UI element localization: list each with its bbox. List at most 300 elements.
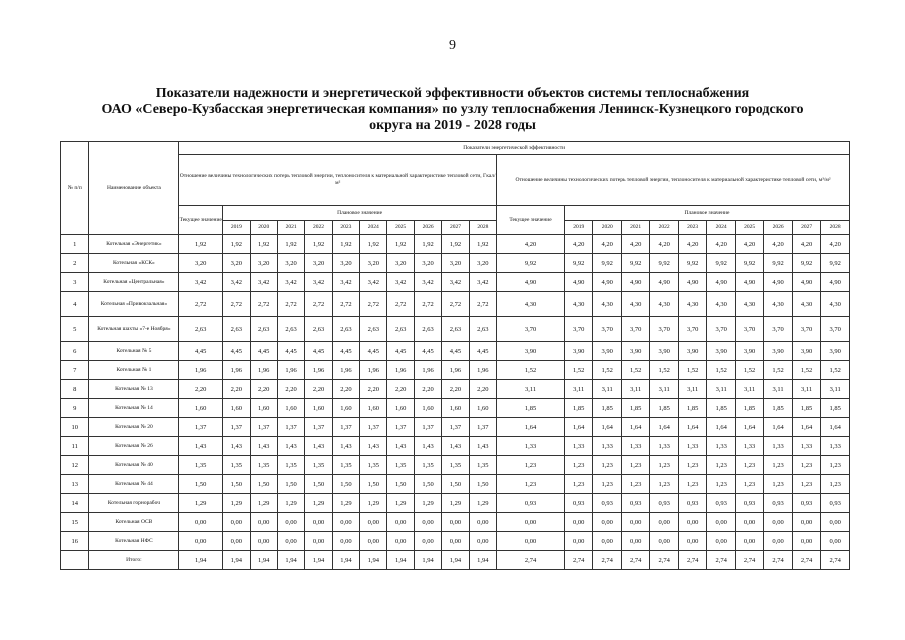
value-cell-b: 4,20: [650, 235, 678, 254]
value-cell-a: 1,29: [332, 494, 359, 513]
value-cell-b: 1,33: [650, 437, 678, 456]
value-cell-b: 1,23: [735, 456, 763, 475]
value-cell-b: 0,00: [497, 513, 565, 532]
value-cell-b: 4,30: [735, 292, 763, 317]
value-cell-a: 3,20: [223, 254, 250, 273]
value-cell-a: 0,00: [250, 513, 277, 532]
value-cell-a: 1,92: [332, 235, 359, 254]
value-cell-a: 1,60: [469, 399, 496, 418]
value-cell-b: 3,90: [621, 342, 649, 361]
value-cell-a: 1,96: [387, 361, 414, 380]
value-cell-a: 1,29: [442, 494, 469, 513]
value-cell-a: 1,37: [332, 418, 359, 437]
value-cell-b: 4,90: [593, 273, 621, 292]
value-cell-a: 0,00: [469, 513, 496, 532]
year-header-b: 2021: [621, 221, 649, 235]
value-cell-a: 2,20: [179, 380, 223, 399]
year-header-b: 2028: [821, 221, 850, 235]
value-cell-a: 4,45: [332, 342, 359, 361]
value-cell-b: 4,30: [593, 292, 621, 317]
value-cell-a: 2,72: [179, 292, 223, 317]
table-row: [61, 437, 850, 456]
value-cell-b: 1,23: [621, 456, 649, 475]
value-cell-b: 4,90: [678, 273, 706, 292]
value-cell-a: 1,50: [223, 475, 250, 494]
object-name: Котельная № 44: [89, 475, 179, 494]
value-cell-b: 1,52: [593, 361, 621, 380]
value-cell-a: 1,35: [332, 456, 359, 475]
value-cell-a: 4,45: [250, 342, 277, 361]
value-cell-b: 3,70: [792, 317, 820, 342]
value-cell-a: 0,00: [442, 513, 469, 532]
value-cell-b: 0,93: [497, 494, 565, 513]
row-number: 2: [61, 254, 89, 273]
value-cell-a: 3,20: [469, 254, 496, 273]
object-name: Котельная № 26: [89, 437, 179, 456]
value-cell-a: 1,35: [414, 456, 441, 475]
value-cell-b: 1,23: [821, 475, 850, 494]
value-cell-b: 1,85: [678, 399, 706, 418]
value-cell-a: 1,92: [360, 235, 387, 254]
value-cell-b: 1,33: [764, 437, 792, 456]
value-cell-b: 1,85: [707, 399, 735, 418]
value-cell-b: 0,93: [764, 494, 792, 513]
value-cell-a: 1,43: [332, 437, 359, 456]
value-cell-a: 1,35: [360, 456, 387, 475]
value-cell-b: 1,85: [764, 399, 792, 418]
value-cell-a: 1,60: [305, 399, 332, 418]
value-cell-a: 0,00: [305, 513, 332, 532]
value-cell-a: 2,20: [332, 380, 359, 399]
value-cell-b: 0,00: [764, 513, 792, 532]
value-cell-b: 4,20: [593, 235, 621, 254]
value-cell-a: 1,43: [414, 437, 441, 456]
object-name: Котельная «КСК»: [89, 254, 179, 273]
value-cell-a: 1,35: [442, 456, 469, 475]
value-cell-a: 2,20: [305, 380, 332, 399]
value-cell-a: 2,63: [179, 317, 223, 342]
row-number: 10: [61, 418, 89, 437]
value-cell-b: 4,90: [792, 273, 820, 292]
value-cell-a: 1,96: [305, 361, 332, 380]
value-cell-a: 1,60: [277, 399, 304, 418]
value-cell-b: 0,93: [593, 494, 621, 513]
total-row: [61, 551, 850, 570]
header-plan-b: Плановое значение: [564, 206, 849, 221]
page-number: 9: [449, 38, 456, 53]
value-cell-b: 0,00: [821, 513, 850, 532]
value-cell-b: 3,70: [650, 317, 678, 342]
value-cell-b: 0,93: [678, 494, 706, 513]
value-cell-a: 1,94: [277, 551, 304, 570]
value-cell-a: 1,92: [179, 235, 223, 254]
value-cell-b: 0,00: [735, 532, 763, 551]
value-cell-b: 1,23: [621, 475, 649, 494]
value-cell-a: 1,94: [332, 551, 359, 570]
value-cell-a: 1,35: [277, 456, 304, 475]
value-cell-a: 2,72: [223, 292, 250, 317]
year-header-b: 2026: [764, 221, 792, 235]
value-cell-a: 0,00: [250, 532, 277, 551]
value-cell-a: 0,00: [360, 532, 387, 551]
year-header-b: 2025: [735, 221, 763, 235]
value-cell-b: 1,52: [764, 361, 792, 380]
value-cell-a: 1,43: [305, 437, 332, 456]
value-cell-a: 2,20: [360, 380, 387, 399]
value-cell-b: 4,90: [497, 273, 565, 292]
value-cell-b: 3,11: [650, 380, 678, 399]
header-ratio-gcal: Отношение величины технологических потерь тепловой энергии, теплоносителя к материальной характеристике тепловой сети, Гкал/м²: [179, 155, 497, 206]
value-cell-b: 9,92: [792, 254, 820, 273]
value-cell-b: 1,85: [593, 399, 621, 418]
value-cell-a: 0,00: [332, 513, 359, 532]
value-cell-b: 0,00: [621, 513, 649, 532]
row-number: 16: [61, 532, 89, 551]
value-cell-a: 1,96: [360, 361, 387, 380]
value-cell-a: 3,42: [305, 273, 332, 292]
object-name: Котельная НФС: [89, 532, 179, 551]
value-cell-a: 1,37: [179, 418, 223, 437]
value-cell-b: 1,33: [497, 437, 565, 456]
value-cell-a: 1,92: [414, 235, 441, 254]
year-header-b: 2020: [593, 221, 621, 235]
value-cell-b: 1,23: [707, 456, 735, 475]
value-cell-b: 3,11: [621, 380, 649, 399]
value-cell-b: 9,92: [735, 254, 763, 273]
value-cell-a: 2,20: [223, 380, 250, 399]
value-cell-b: 1,52: [821, 361, 850, 380]
object-name: Котельная ОСВ: [89, 513, 179, 532]
value-cell-b: 4,90: [821, 273, 850, 292]
value-cell-a: 3,42: [414, 273, 441, 292]
year-header-a: 2020: [250, 221, 277, 235]
value-cell-b: 0,00: [821, 532, 850, 551]
year-header-a: 2025: [387, 221, 414, 235]
value-cell-b: 0,00: [707, 532, 735, 551]
value-cell-a: 3,20: [305, 254, 332, 273]
value-cell-b: 4,90: [621, 273, 649, 292]
value-cell-b: 0,00: [650, 513, 678, 532]
value-cell-a: 0,00: [277, 513, 304, 532]
value-cell-a: 2,63: [360, 317, 387, 342]
value-cell-b: 3,70: [821, 317, 850, 342]
value-cell-b: 1,33: [593, 437, 621, 456]
object-name: Котельная № 14: [89, 399, 179, 418]
object-name: Котельная «Привокзальная»: [89, 292, 179, 317]
value-cell-a: 3,42: [442, 273, 469, 292]
value-cell-b: 0,93: [735, 494, 763, 513]
value-cell-b: 1,33: [792, 437, 820, 456]
table-row: [61, 475, 850, 494]
value-cell-a: 1,50: [332, 475, 359, 494]
value-cell-a: 0,00: [179, 532, 223, 551]
value-cell-a: 3,42: [223, 273, 250, 292]
value-cell-a: 3,42: [332, 273, 359, 292]
value-cell-a: 0,00: [442, 532, 469, 551]
title-line-3: округа на 2019 - 2028 годы: [369, 118, 536, 133]
value-cell-b: 0,93: [707, 494, 735, 513]
value-cell-a: 1,50: [277, 475, 304, 494]
value-cell-b: 9,92: [821, 254, 850, 273]
value-cell-a: 1,94: [305, 551, 332, 570]
value-cell-a: 1,96: [469, 361, 496, 380]
value-cell-b: 1,64: [707, 418, 735, 437]
value-cell-a: 0,00: [387, 513, 414, 532]
header-plan-a: Плановое значение: [223, 206, 497, 221]
value-cell-b: 1,23: [764, 456, 792, 475]
value-cell-a: 1,29: [387, 494, 414, 513]
object-name: Котельная № 40: [89, 456, 179, 475]
row-number: 7: [61, 361, 89, 380]
value-cell-a: 2,72: [469, 292, 496, 317]
value-cell-b: 3,90: [650, 342, 678, 361]
value-cell-a: 2,72: [250, 292, 277, 317]
value-cell-b: 4,30: [678, 292, 706, 317]
value-cell-a: 4,45: [414, 342, 441, 361]
value-cell-a: 1,94: [414, 551, 441, 570]
value-cell-b: 0,93: [621, 494, 649, 513]
row-number: 3: [61, 273, 89, 292]
year-header-b: 2027: [792, 221, 820, 235]
value-cell-a: 4,45: [360, 342, 387, 361]
year-header-a: 2027: [442, 221, 469, 235]
value-cell-a: 1,94: [442, 551, 469, 570]
value-cell-b: 1,85: [564, 399, 592, 418]
value-cell-a: 3,20: [277, 254, 304, 273]
value-cell-a: 1,50: [179, 475, 223, 494]
row-number: 14: [61, 494, 89, 513]
value-cell-b: 9,92: [621, 254, 649, 273]
value-cell-b: 1,23: [650, 475, 678, 494]
value-cell-a: 1,92: [305, 235, 332, 254]
value-cell-b: 2,74: [564, 551, 592, 570]
value-cell-a: 1,43: [360, 437, 387, 456]
value-cell-a: 2,63: [305, 317, 332, 342]
table-row: [61, 254, 850, 273]
value-cell-b: 3,11: [678, 380, 706, 399]
value-cell-b: 3,70: [707, 317, 735, 342]
value-cell-a: 1,29: [305, 494, 332, 513]
value-cell-a: 4,45: [277, 342, 304, 361]
page-title: [40, 86, 865, 134]
value-cell-a: 1,35: [250, 456, 277, 475]
value-cell-b: 3,90: [764, 342, 792, 361]
value-cell-b: 3,11: [564, 380, 592, 399]
value-cell-a: 2,63: [387, 317, 414, 342]
value-cell-b: 2,74: [764, 551, 792, 570]
value-cell-b: 3,11: [593, 380, 621, 399]
row-number: [61, 551, 89, 570]
value-cell-a: 1,96: [250, 361, 277, 380]
value-cell-a: 0,00: [277, 532, 304, 551]
year-header-b: 2022: [650, 221, 678, 235]
value-cell-b: 2,74: [792, 551, 820, 570]
value-cell-b: 0,93: [792, 494, 820, 513]
value-cell-b: 0,00: [593, 513, 621, 532]
value-cell-b: 1,23: [678, 475, 706, 494]
value-cell-a: 2,20: [442, 380, 469, 399]
value-cell-b: 1,23: [564, 456, 592, 475]
value-cell-b: 1,33: [821, 437, 850, 456]
value-cell-a: 1,37: [305, 418, 332, 437]
value-cell-a: 1,37: [469, 418, 496, 437]
value-cell-b: 1,33: [678, 437, 706, 456]
value-cell-a: 0,00: [332, 532, 359, 551]
value-cell-b: 3,11: [707, 380, 735, 399]
value-cell-a: 1,37: [387, 418, 414, 437]
value-cell-a: 1,50: [469, 475, 496, 494]
value-cell-b: 1,64: [650, 418, 678, 437]
value-cell-a: 1,92: [250, 235, 277, 254]
value-cell-a: 1,35: [469, 456, 496, 475]
value-cell-a: 1,60: [332, 399, 359, 418]
value-cell-a: 1,50: [305, 475, 332, 494]
value-cell-b: 3,70: [564, 317, 592, 342]
value-cell-a: 1,92: [469, 235, 496, 254]
value-cell-b: 9,92: [593, 254, 621, 273]
value-cell-a: 3,20: [332, 254, 359, 273]
value-cell-b: 1,64: [564, 418, 592, 437]
object-name: Котельная шахты «7-е Ноября»: [89, 317, 179, 342]
value-cell-b: 3,70: [678, 317, 706, 342]
value-cell-b: 4,30: [564, 292, 592, 317]
value-cell-b: 1,33: [621, 437, 649, 456]
value-cell-a: 1,29: [469, 494, 496, 513]
value-cell-a: 1,96: [442, 361, 469, 380]
header-current-a: Текущее значение: [179, 206, 223, 235]
value-cell-b: 4,30: [650, 292, 678, 317]
value-cell-b: 9,92: [564, 254, 592, 273]
value-cell-a: 1,29: [250, 494, 277, 513]
value-cell-a: 0,00: [305, 532, 332, 551]
value-cell-a: 1,50: [414, 475, 441, 494]
value-cell-b: 1,52: [497, 361, 565, 380]
value-cell-a: 1,92: [387, 235, 414, 254]
value-cell-b: 1,33: [707, 437, 735, 456]
value-cell-b: 4,30: [621, 292, 649, 317]
value-cell-b: 2,74: [497, 551, 565, 570]
header-ratio-m3: Отношение величины технологических потерь тепловой энергии, теплоносителя к материальной характеристике тепловой сети, м³/м²: [497, 155, 850, 206]
value-cell-a: 3,20: [179, 254, 223, 273]
value-cell-a: 2,72: [414, 292, 441, 317]
row-number: 11: [61, 437, 89, 456]
value-cell-a: 1,60: [223, 399, 250, 418]
value-cell-a: 3,42: [360, 273, 387, 292]
value-cell-a: 1,96: [414, 361, 441, 380]
value-cell-a: 1,60: [414, 399, 441, 418]
table-row: [61, 456, 850, 475]
value-cell-b: 1,52: [650, 361, 678, 380]
value-cell-a: 2,72: [387, 292, 414, 317]
value-cell-a: 1,29: [360, 494, 387, 513]
value-cell-b: 4,20: [735, 235, 763, 254]
value-cell-b: 4,20: [707, 235, 735, 254]
value-cell-b: 1,64: [497, 418, 565, 437]
value-cell-a: 1,96: [332, 361, 359, 380]
value-cell-a: 2,63: [442, 317, 469, 342]
header-object-name: Наименование объекта: [89, 142, 179, 235]
value-cell-a: 1,29: [223, 494, 250, 513]
value-cell-b: 0,00: [792, 532, 820, 551]
value-cell-a: 1,60: [442, 399, 469, 418]
table-row: [61, 399, 850, 418]
value-cell-b: 1,23: [792, 456, 820, 475]
value-cell-b: 1,23: [497, 456, 565, 475]
table-row: [61, 532, 850, 551]
value-cell-b: 3,11: [792, 380, 820, 399]
table-row: [61, 418, 850, 437]
value-cell-a: 2,20: [387, 380, 414, 399]
year-header-a: 2019: [223, 221, 250, 235]
value-cell-a: 2,20: [414, 380, 441, 399]
value-cell-b: 3,90: [564, 342, 592, 361]
value-cell-b: 4,20: [497, 235, 565, 254]
row-number: 15: [61, 513, 89, 532]
value-cell-b: 1,64: [792, 418, 820, 437]
value-cell-a: 2,72: [360, 292, 387, 317]
value-cell-b: 9,92: [678, 254, 706, 273]
value-cell-b: 4,20: [564, 235, 592, 254]
value-cell-b: 4,20: [621, 235, 649, 254]
value-cell-b: 1,52: [678, 361, 706, 380]
value-cell-a: 0,00: [414, 513, 441, 532]
year-header-b: 2024: [707, 221, 735, 235]
value-cell-b: 0,00: [678, 532, 706, 551]
value-cell-a: 0,00: [414, 532, 441, 551]
value-cell-b: 4,20: [792, 235, 820, 254]
value-cell-b: 2,74: [707, 551, 735, 570]
value-cell-b: 4,20: [821, 235, 850, 254]
value-cell-a: 1,50: [387, 475, 414, 494]
value-cell-b: 0,00: [621, 532, 649, 551]
table-row: [61, 380, 850, 399]
value-cell-b: 1,23: [593, 475, 621, 494]
object-name: Котельная «Энергетик»: [89, 235, 179, 254]
value-cell-a: 1,94: [250, 551, 277, 570]
value-cell-b: 1,64: [621, 418, 649, 437]
value-cell-b: 1,52: [564, 361, 592, 380]
value-cell-b: 1,52: [792, 361, 820, 380]
value-cell-b: 4,20: [678, 235, 706, 254]
table-row: [61, 292, 850, 317]
value-cell-a: 1,43: [442, 437, 469, 456]
value-cell-a: 1,94: [360, 551, 387, 570]
value-cell-b: 3,70: [764, 317, 792, 342]
value-cell-b: 0,00: [564, 513, 592, 532]
value-cell-b: 2,74: [650, 551, 678, 570]
table-row: [61, 317, 850, 342]
value-cell-a: 3,20: [360, 254, 387, 273]
row-number: 1: [61, 235, 89, 254]
value-cell-b: 4,90: [764, 273, 792, 292]
value-cell-a: 0,00: [179, 513, 223, 532]
year-header-a: 2023: [332, 221, 359, 235]
value-cell-b: 1,23: [764, 475, 792, 494]
row-number: 5: [61, 317, 89, 342]
value-cell-a: 2,63: [332, 317, 359, 342]
value-cell-b: 3,70: [621, 317, 649, 342]
value-cell-b: 0,93: [564, 494, 592, 513]
value-cell-b: 3,11: [497, 380, 565, 399]
object-name: Котельная № 1: [89, 361, 179, 380]
value-cell-b: 0,00: [564, 532, 592, 551]
value-cell-b: 1,85: [792, 399, 820, 418]
value-cell-a: 1,94: [469, 551, 496, 570]
value-cell-b: 3,70: [593, 317, 621, 342]
value-cell-a: 2,63: [277, 317, 304, 342]
value-cell-a: 3,42: [387, 273, 414, 292]
value-cell-a: 1,50: [442, 475, 469, 494]
